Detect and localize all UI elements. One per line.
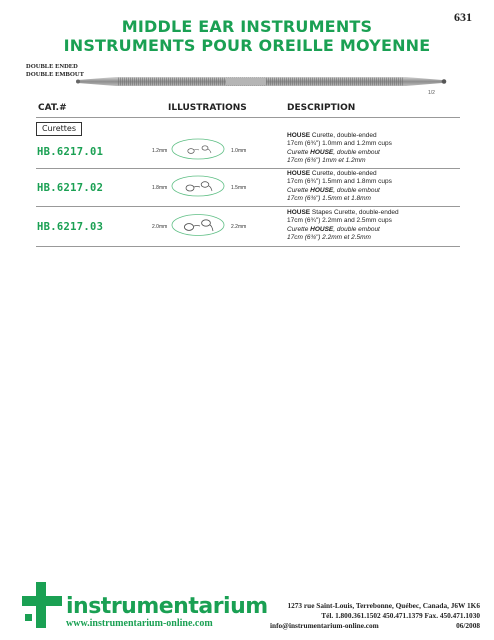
column-header-description: DESCRIPTION: [287, 103, 356, 113]
cup-size-left: 1.8mm: [152, 185, 168, 191]
instrument-photo: [76, 70, 448, 94]
double-embout-label: DOUBLE EMBOUT: [26, 71, 84, 78]
company-phones: Tél. 1.800.361.1502 450.471.1379 Fax. 450.471.1030: [321, 611, 480, 620]
description-spec-en: 17cm (6¾") 1.5mm and 1.8mm cups: [287, 178, 392, 186]
description-spec-en: 17cm (6¾") 2.2mm and 2.5mm cups: [287, 217, 392, 225]
product-row: [0, 170, 494, 210]
curette-tips-illustration: [170, 174, 226, 198]
description-spec-fr: 17cm (6¾") 1.5mm et 1.8mm: [287, 195, 371, 203]
brand-name: instrumentarium: [66, 594, 268, 619]
description-line-fr: [287, 149, 392, 157]
fr-prefix: Curette: [287, 148, 311, 156]
product-type: Curette, double-ended: [310, 170, 377, 177]
fr-suffix: , double embout: [333, 186, 380, 194]
cup-size-right: 2.2mm: [231, 224, 247, 230]
product-name: HOUSE: [287, 209, 311, 216]
cup-size-left: 2.0mm: [152, 224, 168, 230]
title-french: INSTRUMENTS POUR OREILLE MOYENNE: [63, 36, 431, 55]
row-divider: [36, 206, 460, 207]
row-divider: [36, 168, 460, 169]
product-code: HB.6217.03: [37, 221, 104, 233]
description-line-en: [287, 170, 392, 178]
product-description: [287, 170, 392, 204]
fr-suffix: , double embout: [333, 225, 380, 233]
title-english: MIDDLE EAR INSTRUMENTS: [121, 17, 373, 36]
product-description: [287, 132, 392, 166]
page-number: 631: [454, 10, 472, 24]
product-name: HOUSE: [287, 170, 311, 177]
scale-label: 1/2: [428, 90, 435, 96]
fr-prefix: Curette: [287, 186, 311, 194]
cup-size-left: 1.2mm: [152, 148, 168, 154]
cup-size-right: 1.5mm: [231, 185, 247, 191]
brand-logo-icon: [22, 582, 62, 628]
fr-product-name: HOUSE: [310, 148, 334, 156]
column-header-illustrations: ILLUSTRATIONS: [168, 103, 247, 113]
product-code: HB.6217.01: [37, 146, 104, 158]
product-type: Curette, double-ended: [310, 132, 377, 139]
fr-product-name: HOUSE: [310, 186, 334, 194]
curette-tips-illustration: [170, 213, 226, 237]
company-email[interactable]: info@instrumentarium-online.com: [270, 621, 379, 630]
product-row: [0, 208, 494, 248]
category-label: Curettes: [36, 122, 82, 136]
description-line-en: [287, 132, 392, 140]
product-row: [0, 130, 494, 170]
product-name: HOUSE: [287, 132, 311, 139]
description-line-fr: [287, 226, 399, 234]
product-code: HB.6217.02: [37, 182, 104, 194]
cup-size-right: 1.0mm: [231, 148, 247, 154]
description-line-fr: [287, 187, 392, 195]
double-ended-label: DOUBLE ENDED: [26, 63, 78, 70]
product-type: Stapes Curette, double-ended: [310, 209, 399, 216]
column-header-cat: CAT.#: [38, 103, 67, 113]
description-spec-fr: 17cm (6¾") 1mm et 1.2mm: [287, 157, 366, 165]
description-spec-en: 17cm (6¾") 1.0mm and 1.2mm cups: [287, 140, 392, 148]
curette-tips-illustration: [170, 137, 226, 161]
company-address: 1273 rue Saint-Louis, Terrebonne, Québec, Canada, J6W 1K6: [287, 601, 480, 610]
description-line-en: [287, 209, 399, 217]
fr-product-name: HOUSE: [310, 225, 334, 233]
product-description: [287, 209, 399, 243]
header-rule: [36, 117, 460, 118]
row-divider: [36, 246, 460, 247]
fr-prefix: Curette: [287, 225, 311, 233]
description-spec-fr: 17cm (6¾") 2.2mm et 2.5mm: [287, 234, 371, 242]
catalog-date: 06/2008: [456, 621, 480, 630]
fr-suffix: , double embout: [333, 148, 380, 156]
brand-website[interactable]: www.instrumentarium-online.com: [66, 618, 213, 629]
